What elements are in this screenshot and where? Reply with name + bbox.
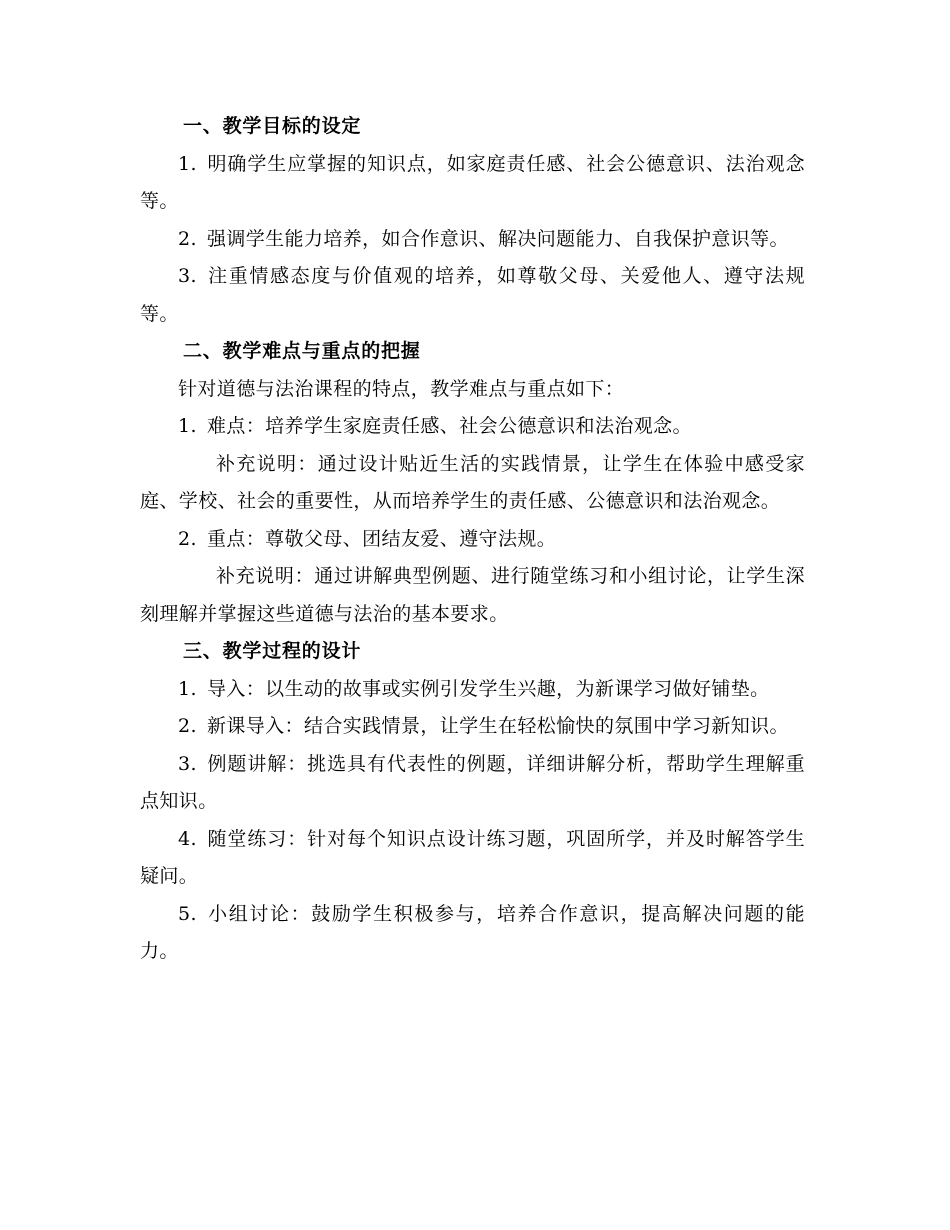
item-text: 重点：尊敬父母、团结友爱、遵守法规。	[206, 527, 557, 550]
process-item-5	[140, 896, 805, 971]
focus-item-1	[140, 408, 805, 446]
item-number: 2.	[178, 227, 197, 250]
item-number: 3.	[178, 752, 197, 775]
section-heading-process: 三、教学过程的设计	[183, 640, 362, 662]
item-text: 导入：以生动的故事或实例引发学生兴趣，为新课学习做好铺垫。	[206, 677, 770, 700]
item-number: 1.	[178, 415, 197, 437]
focus-item-2	[140, 521, 805, 559]
item-number: 2.	[178, 715, 197, 737]
item-text: 随堂练习：针对每个知识点设计练习题，巩固所学，并及时解答学生疑问。	[140, 827, 805, 887]
item-number: 5.	[178, 902, 197, 925]
focus-item-1-note: 补充说明：通过设计贴近生活的实践情景，让学生在体验中感受家庭、学校、社会的重要性，从而培养学生的责任感、公德意识和法治观念。	[140, 452, 805, 512]
goal-item-2	[140, 221, 805, 259]
item-number: 4.	[178, 827, 197, 850]
item-text: 难点：培养学生家庭责任感、社会公德意识和法治观念。	[206, 415, 692, 437]
item-text: 明确学生应掌握的知识点，如家庭责任感、社会公德意识、法治观念等。	[140, 152, 805, 212]
item-number: 1.	[178, 152, 197, 175]
goal-item-1	[140, 146, 805, 221]
section-heading-focus: 二、教学难点与重点的把握	[183, 340, 421, 362]
process-item-4	[140, 821, 805, 896]
item-text: 小组讨论：鼓励学生积极参与，培养合作意识，提高解决问题的能力。	[140, 902, 805, 962]
item-number: 3.	[178, 265, 197, 287]
focus-item-2-note: 补充说明：通过讲解典型例题、进行随堂练习和小组讨论，让学生深刻理解并掌握这些道德与法治的基本要求。	[140, 565, 805, 625]
item-text: 强调学生能力培养，如合作意识、解决问题能力、自我保护意识等。	[206, 227, 789, 250]
item-text: 例题讲解：挑选具有代表性的例题，详细讲解分析，帮助学生理解重点知识。	[140, 752, 805, 812]
process-item-3	[140, 746, 805, 821]
section-intro: 针对道德与法治课程的特点，教学难点与重点如下：	[178, 377, 625, 400]
item-text: 新课导入：结合实践情景，让学生在轻松愉快的氛围中学习新知识。	[206, 715, 789, 737]
document-page	[140, 108, 805, 971]
process-item-1	[140, 671, 805, 709]
process-item-2	[140, 708, 805, 746]
item-number: 1.	[178, 677, 197, 700]
item-number: 2.	[178, 527, 197, 550]
item-text: 注重情感态度与价值观的培养，如尊敬父母、关爱他人、遵守法规等。	[140, 265, 805, 325]
goal-item-3	[140, 258, 805, 333]
section-heading-goals: 一、教学目标的设定	[183, 115, 362, 137]
